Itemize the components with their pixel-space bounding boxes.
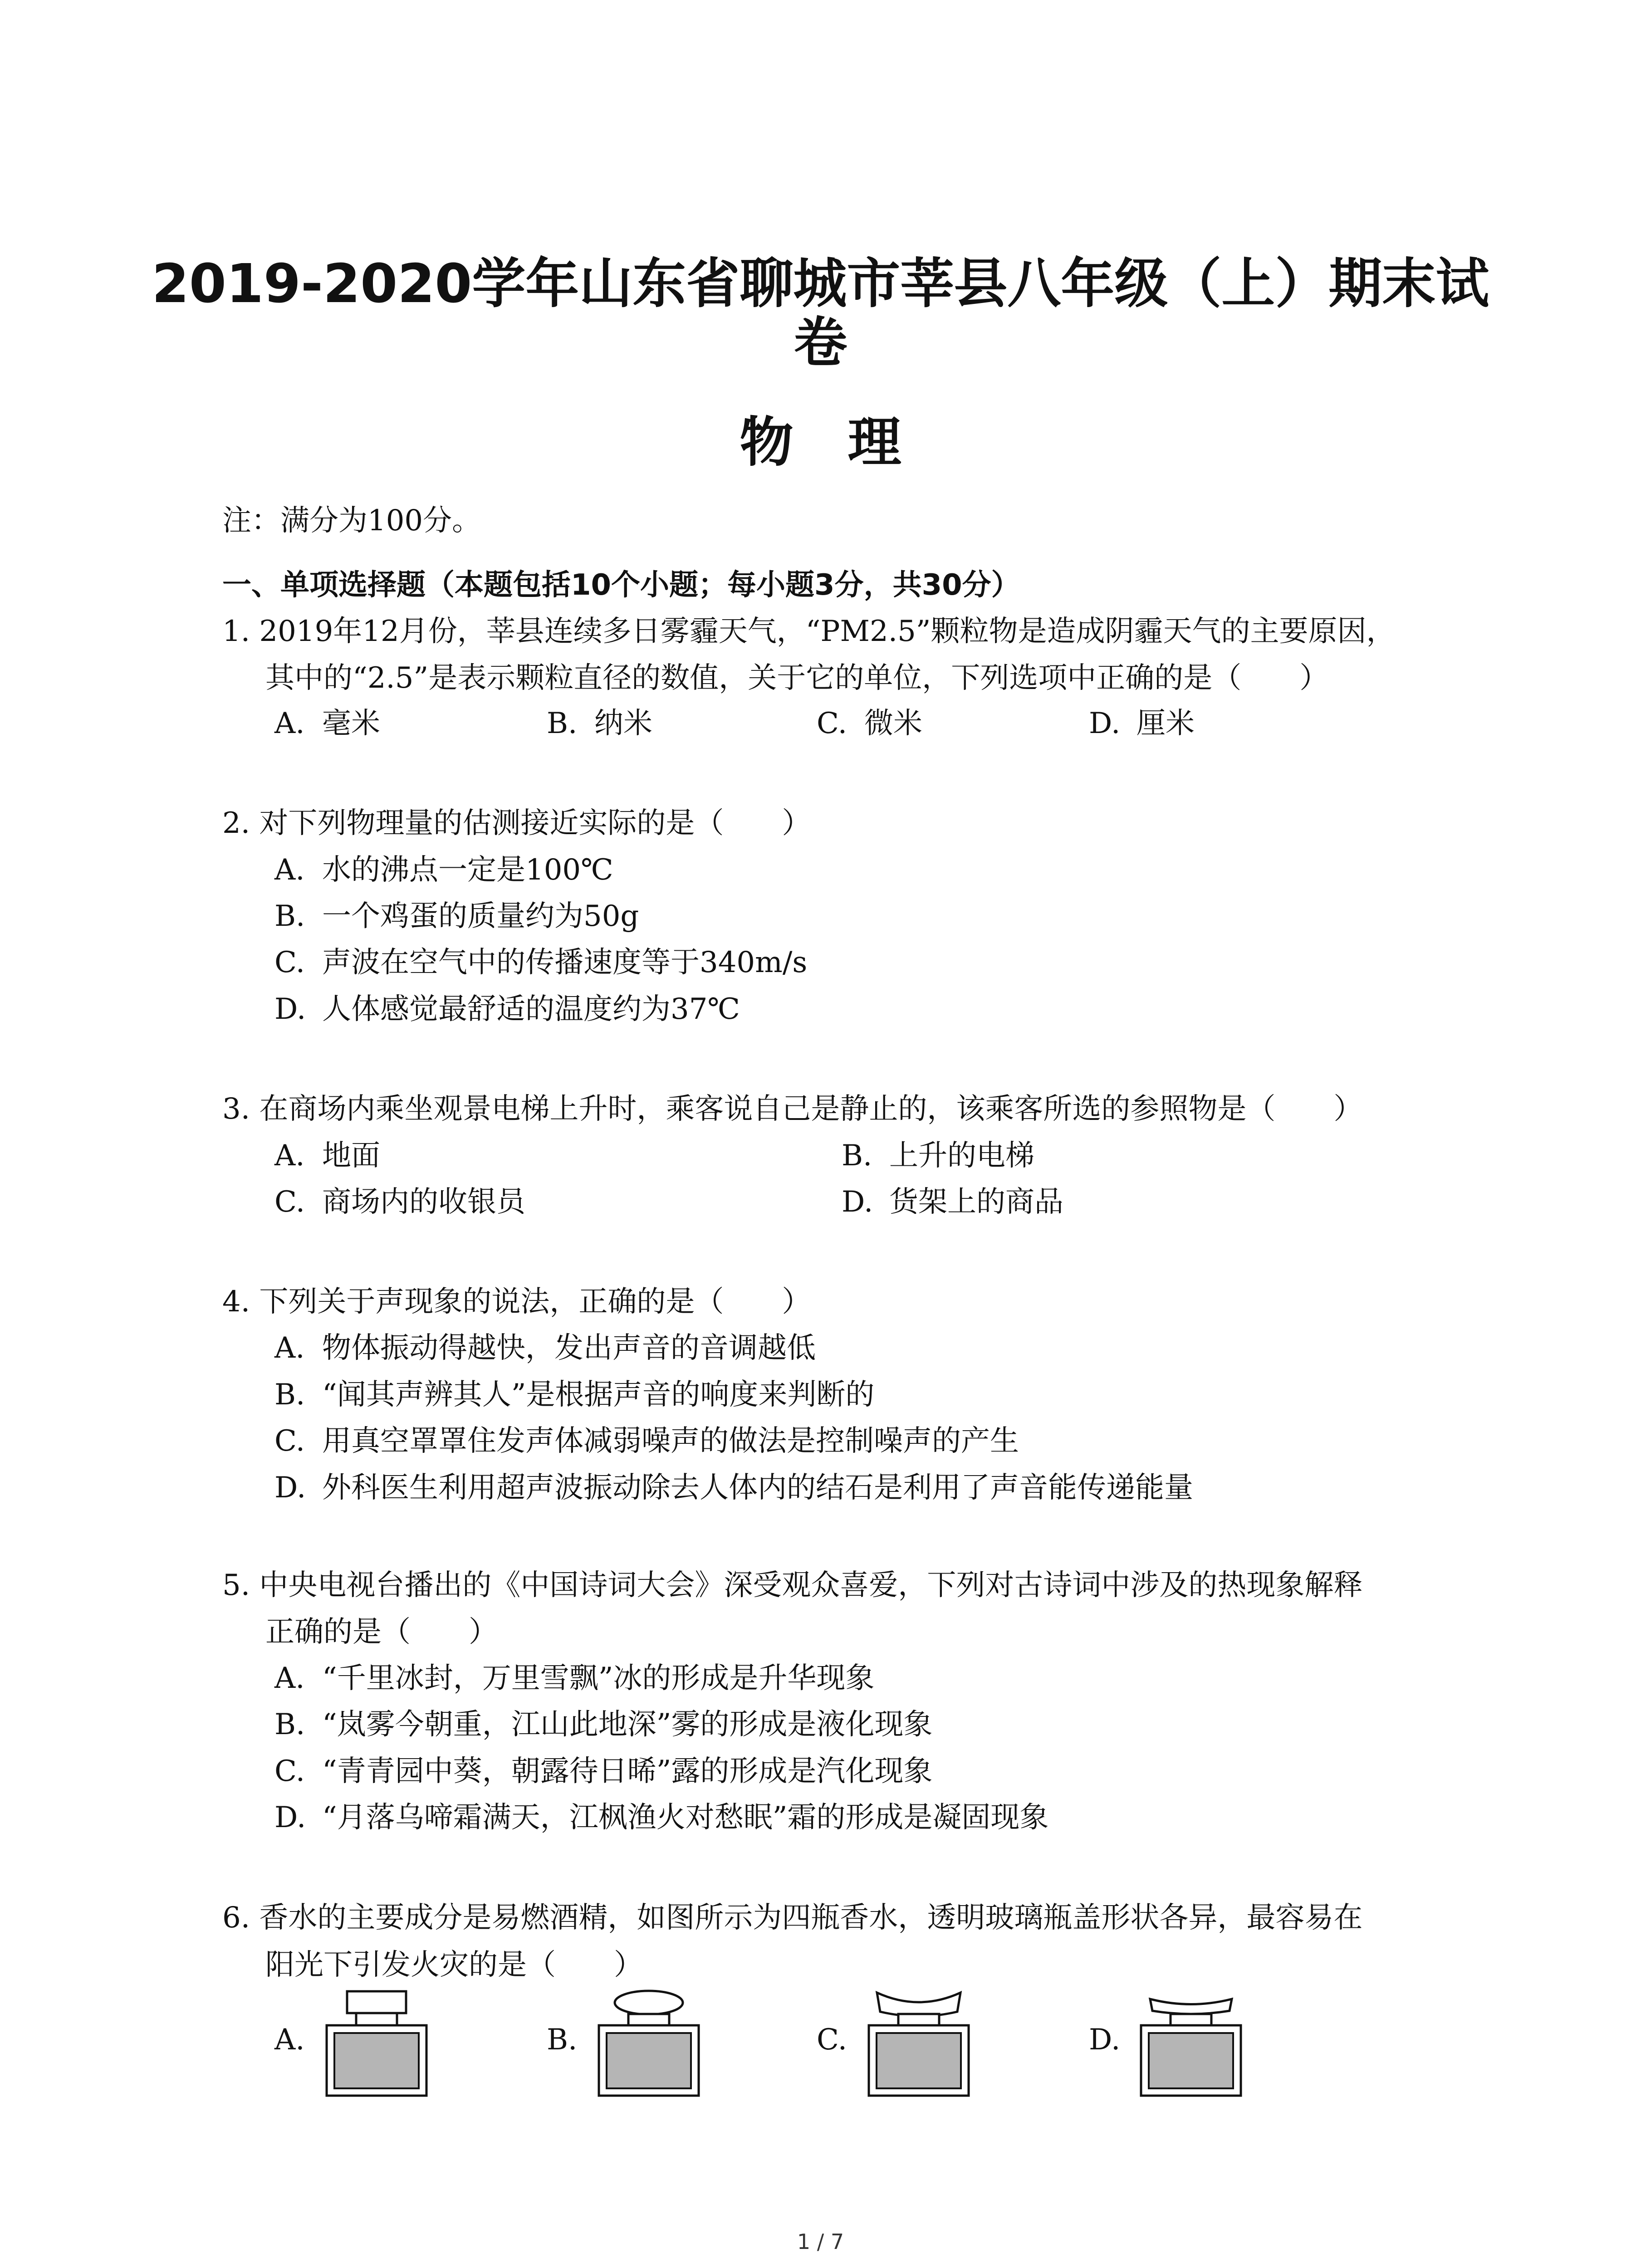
option-text: “青青园中葵，朝露待日晞”露的形成是汽化现象 (322, 1755, 933, 1788)
option-text: 外科医生利用超声波振动除去人体内的结石是利用了声音能传递能量 (322, 1471, 1193, 1505)
option-label: D. (274, 992, 306, 1026)
question-stem-line: 阳光下引发火灾的是（ ） (265, 1948, 643, 1982)
option-c (274, 944, 807, 981)
perfume-bottle-a-icon (322, 1989, 431, 2100)
option-label: D. (274, 1471, 306, 1505)
question-stem-line: 6. 香水的主要成分是易燃酒精，如图所示为四瓶香水，透明玻璃瓶盖形状各异，最容易在 (222, 1901, 1363, 1935)
option-a (274, 852, 613, 888)
option-label: A. (274, 853, 305, 887)
option-d (274, 1470, 1193, 1506)
question-stem-line: 2. 对下列物理量的估测接近实际的是（ ） (222, 807, 811, 840)
option-text: 厘米 (1136, 707, 1195, 740)
option-text: “岚雾今朝重，江山此地深”雾的形成是液化现象 (322, 1708, 933, 1741)
option-a (274, 1660, 874, 1696)
option-text: “闻其声辨其人”是根据声音的响度来判断的 (322, 1378, 875, 1412)
option-d (842, 1184, 1063, 1220)
option-b (274, 1377, 874, 1413)
page-number: 1 / 7 (797, 2229, 844, 2254)
option-text: 商场内的收银员 (322, 1185, 525, 1219)
question-stem-line: 4. 下列关于声现象的说法，正确的是（ ） (222, 1285, 811, 1319)
score-note: 注：满分为100分。 (222, 504, 481, 538)
option-label: D. (842, 1185, 873, 1219)
option-text: 纳米 (594, 707, 652, 740)
perfume-bottle-d-icon (1136, 1989, 1245, 2100)
option-d (274, 1799, 1048, 1836)
question-stem-line: 正确的是（ ） (265, 1615, 498, 1649)
option-text: 物体振动得越快，发出声音的音调越低 (322, 1331, 816, 1365)
option-b (547, 705, 652, 742)
figure-label-a: A. (274, 2023, 305, 2057)
option-a (274, 1138, 380, 1174)
option-label: A. (274, 707, 305, 740)
option-text: 微米 (864, 707, 922, 740)
option-a (274, 705, 380, 742)
option-c (817, 705, 922, 742)
question-stem-line: 其中的“2.5”是表示颗粒直径的数值，关于它的单位，下列选项中正确的是（ ） (265, 661, 1329, 695)
option-label: C. (274, 1185, 305, 1219)
option-b (274, 898, 639, 934)
option-d (274, 991, 740, 1027)
question-stem-line: 5. 中央电视台播出的《中国诗词大会》深受观众喜爱，下列对古诗词中涉及的热现象解释 (222, 1569, 1363, 1602)
option-label: A. (274, 1662, 305, 1695)
option-label: D. (1089, 707, 1121, 740)
section-heading: 一、单项选择题（本题包括10个小题；每小题3分，共30分） (222, 568, 1020, 602)
option-text: 水的沸点一定是100℃ (322, 853, 613, 887)
option-text: 人体感觉最舒适的温度约为37℃ (322, 992, 740, 1026)
option-c (274, 1423, 1019, 1459)
option-label: D. (274, 1801, 306, 1834)
exam-title-line1: 2019-2020学年山东省聊城市莘县八年级（上）期末试 (152, 252, 1489, 315)
figure-label-d: D. (1089, 2023, 1121, 2057)
option-label: A. (274, 1139, 305, 1173)
option-c (274, 1184, 525, 1220)
option-label: C. (817, 707, 847, 740)
question-stem-line: 3. 在商场内乘坐观景电梯上升时，乘客说自己是静止的，该乘客所选的参照物是（ ） (222, 1092, 1363, 1126)
question-stem-line: 1. 2019年12月份，莘县连续多日雾霾天气，“PM2.5”颗粒物是造成阴霾天气的主要原因， (222, 615, 1396, 648)
option-c (274, 1753, 932, 1789)
option-text: 毫米 (322, 707, 380, 740)
exam-title-line2: 卷 (794, 311, 847, 374)
option-b (842, 1138, 1034, 1174)
option-label: C. (274, 1755, 305, 1788)
option-text: 上升的电梯 (889, 1139, 1034, 1173)
option-text: 用真空罩罩住发声体减弱噪声的做法是控制噪声的产生 (322, 1424, 1019, 1458)
option-label: B. (547, 707, 578, 740)
option-a (274, 1330, 816, 1366)
figure-label-c: C. (817, 2023, 847, 2057)
option-text: 一个鸡蛋的质量约为50g (322, 899, 639, 933)
option-text: 声波在空气中的传播速度等于340m/s (322, 946, 808, 979)
option-label: A. (274, 1331, 305, 1365)
perfume-bottle-c-icon (864, 1989, 973, 2100)
option-text: “千里冰封，万里雪飘”冰的形成是升华现象 (322, 1662, 875, 1695)
option-label: B. (274, 1708, 305, 1741)
perfume-bottle-b-icon (594, 1989, 703, 2100)
option-label: C. (274, 1424, 305, 1458)
option-label: B. (274, 899, 305, 933)
option-text: “月落乌啼霜满天，江枫渔火对愁眠”霜的形成是凝固现象 (322, 1801, 1049, 1834)
subject-title: 物理 (740, 411, 956, 474)
option-label: B. (274, 1378, 305, 1412)
option-text: 货架上的商品 (889, 1185, 1063, 1219)
figure-label-b: B. (547, 2023, 578, 2057)
option-label: B. (842, 1139, 872, 1173)
option-label: C. (274, 946, 305, 979)
option-b (274, 1706, 932, 1743)
option-text: 地面 (322, 1139, 380, 1173)
option-d (1089, 705, 1195, 742)
